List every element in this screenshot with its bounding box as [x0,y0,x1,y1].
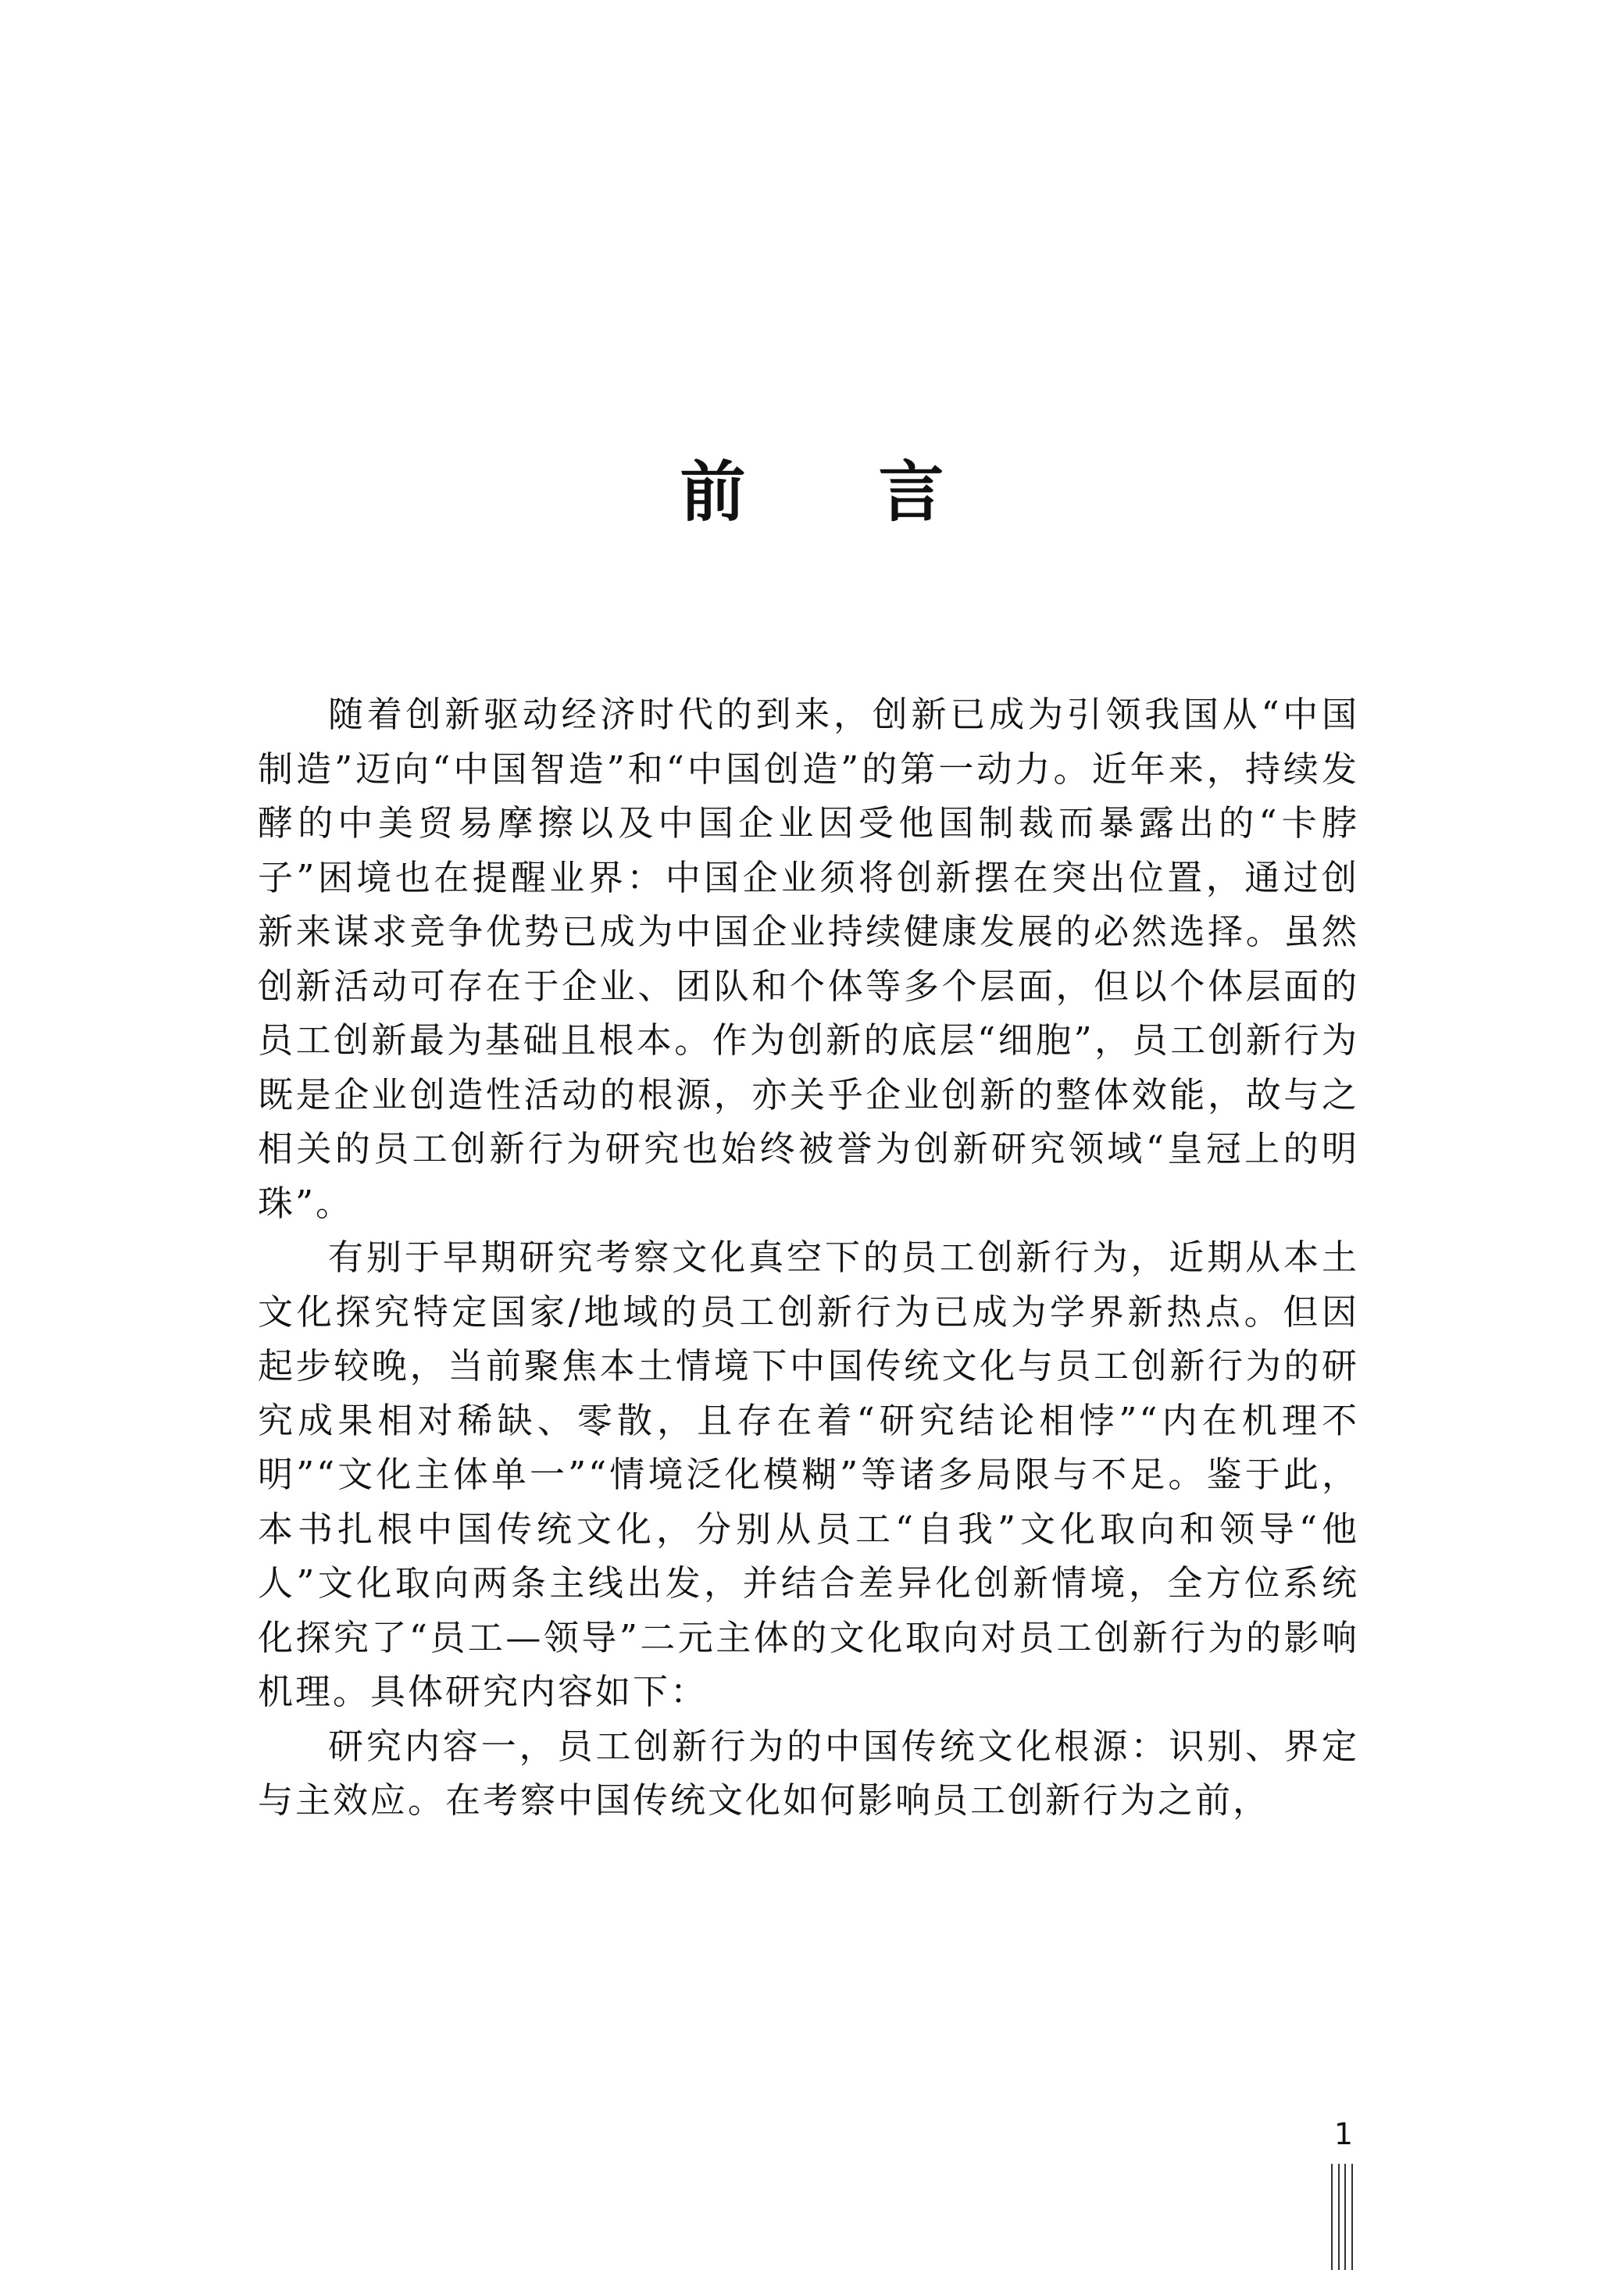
page-number: 1 [1333,2117,1354,2151]
page-title: 前言 [680,454,1077,530]
paragraph-2: 有别于早期研究考察文化真空下的员工创新行为，近期从本土文化探究特定国家/地域的员工创新行为已成为学界新热点。但因起步较晚，当前聚焦本土情境下中国传统文化与员工创新行为的研究成果相对稀缺、零散，且存在着“研究结论相悖”“内在机理不明”“文化主体单一”“情境泛化模糊”等诸多局限与不足。鉴于此，本书扎根中国传统文化，分别从员工“自我”文化取向和领导“他人”文化取向两条主线出发，并结合差异化创新情境，全方位系统化探究了“员工—领导”二元主体的文化取向对员工创新行为的影响机理。具体研究内容如下： [258,1237,1359,1712]
paragraph-1: 随着创新驱动经济时代的到来，创新已成为引领我国从“中国制造”迈向“中国智造”和“中国创造”的第一动力。近年来，持续发酵的中美贸易摩擦以及中国企业因受他国制裁而暴露出的“卡脖子”困境也在提醒业界：中国企业须将创新摆在突出位置，通过创新来谋求竞争优势已成为中国企业持续健康发展的必然选择。虽然创新活动可存在于企业、团队和个体等多个层面，但以个体层面的员工创新最为基础且根本。作为创新的底层“细胞”，员工创新行为既是企业创造性活动的根源，亦关乎企业创新的整体效能，故与之相关的员工创新行为研究也始终被誉为创新研究领域“皇冠上的明珠”。 [258,694,1359,1224]
body-text [258,687,1359,1828]
paragraph-3: 研究内容一，员工创新行为的中国传统文化根源：识别、界定与主效应。在考察中国传统文化如何影响员工创新行为之前， [258,1725,1359,1821]
page-edge-lines [1330,2164,1354,2270]
